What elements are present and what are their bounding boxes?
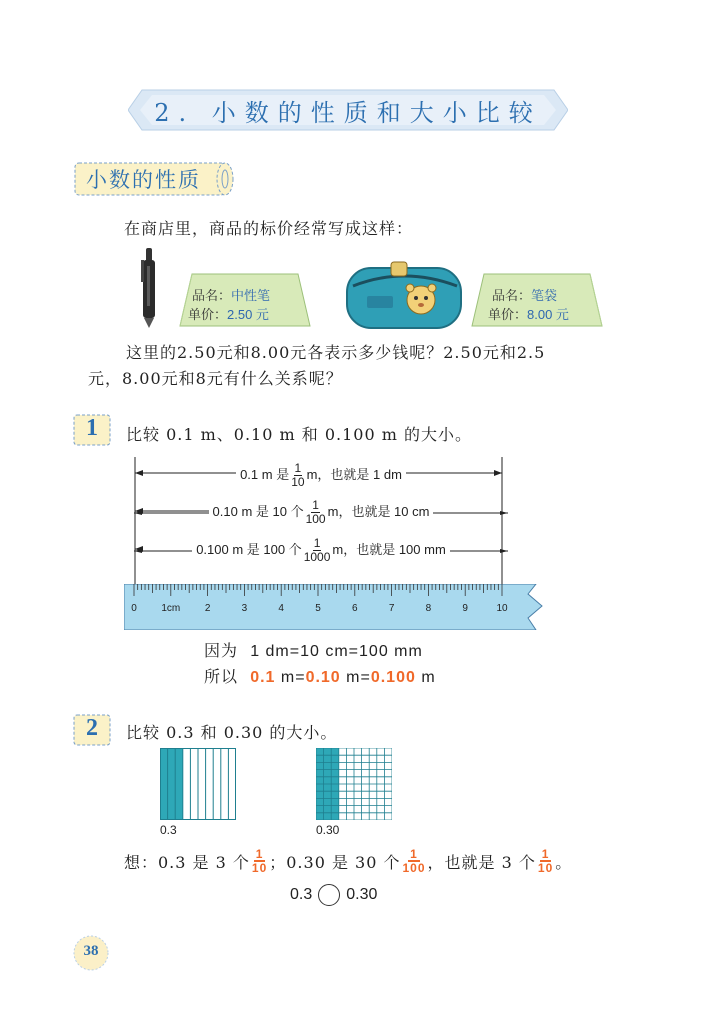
think-line: 想：0.3 是 3 个 1 10 ；0.30 是 30 个 1 100 ，也就是 3 个 1 10 。 [124,847,573,875]
ruler-label: 3 [241,603,248,614]
section-title: 小数的性质 [86,168,201,192]
ruler-label: 4 [278,603,284,614]
hundredths-grid [316,748,392,820]
tenths-grid-label: 0.3 [160,823,177,837]
dim-row-2: 0.10 m 是 10 个 $\frac{1}{100}$ m，也就是 10 cm [134,499,508,526]
ruler-labels [124,603,548,617]
ruler-label: 0 [131,603,137,614]
pen-name: 品名：中性笔 [192,289,271,304]
tenths-grid [160,748,236,820]
page-number: 38 [83,943,99,959]
pen-image [138,246,160,330]
example-number-2: 2 [86,715,98,741]
hundredths-grid-label: 0.30 [316,823,340,837]
ruler-label: 8 [425,603,432,614]
ruler-label: 10 [496,603,508,614]
example-number-1: 1 [86,415,98,441]
compare-row: 0.3 0.30 [290,884,377,906]
question-line-2: 元，8.00元和8元有什么关系呢？ [88,369,343,388]
example-2-prompt: 比较 0.3 和 0.30 的大小。 [126,723,338,742]
so-line: 所以 0.1 m=0.10 m=0.100 m [204,667,436,686]
dim-row-3: 0.100 m 是 100 个 $\frac{1}{1000}$ m，也就是 100 mm [134,537,508,564]
shaded-tenths [160,748,183,820]
ruler-label: 9 [462,603,468,614]
compare-circle[interactable] [318,884,340,906]
case-name: 品名：笔袋 [492,289,558,304]
question-line-1: 这里的2.50元和8.00元各表示多少钱呢？2.50元和2.5 [126,343,546,362]
ruler-label: 5 [315,603,321,614]
ruler-label: 6 [352,603,358,614]
ruler-label: 7 [388,603,395,614]
ruler-label: 2 [204,603,211,614]
because-line: 因为 1 dm=10 cm=100 mm [204,641,423,660]
example-1-prompt: 比较 0.1 m、0.10 m 和 0.100 m 的大小。 [126,425,472,444]
pencil-case-image [341,256,467,338]
page-title: 2. 小数的性质和大小比较 [154,98,542,127]
dim-row-1: 0.1 m 是 $\frac{1}{10}$ m，也就是 1 dm [134,462,508,489]
ruler-label: 1cm [161,603,181,614]
intro-text: 在商店里，商品的标价经常写成这样： [124,219,414,238]
pen-price: 单价：2.50 元 [188,307,269,323]
case-price: 单价：8.00 元 [488,307,569,323]
